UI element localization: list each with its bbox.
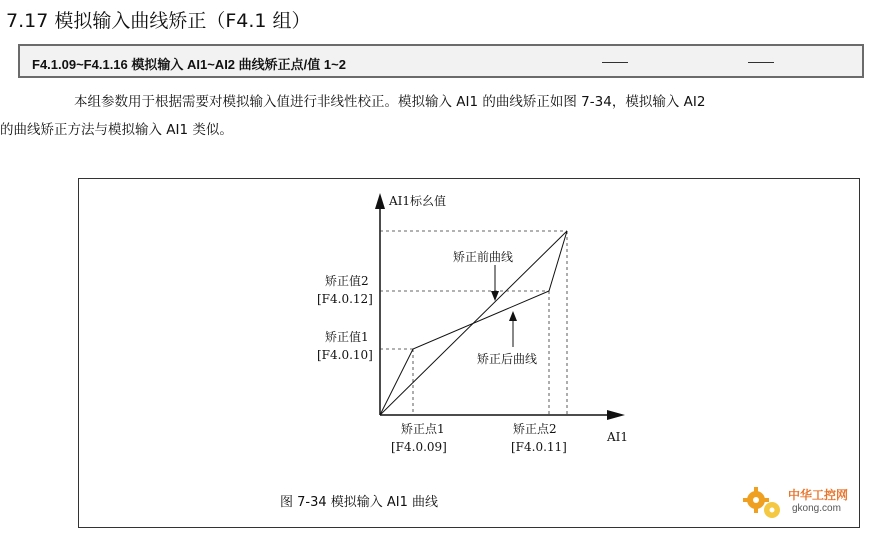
value2-param: [F4.0.12] <box>317 292 373 306</box>
parameter-default-dash: —— <box>602 54 628 69</box>
description-line-2: 的曲线矫正方法与模拟输入 AI1 类似。 <box>0 122 233 138</box>
parameter-unit-dash: —— <box>748 54 774 69</box>
value1-param: [F4.0.10] <box>317 348 373 362</box>
parameter-code-name: F4.1.09~F4.1.16 模拟输入 AI1~AI2 曲线矫正点/值 1~2 <box>32 57 346 72</box>
point2-label: 矫正点2 <box>513 422 557 436</box>
pointer-after-head <box>509 311 517 321</box>
point2-param: [F4.0.11] <box>511 440 567 454</box>
watermark-cn: 中华工控网 <box>788 488 849 502</box>
point1-param: [F4.0.09] <box>391 440 447 454</box>
gkong-watermark <box>740 484 864 524</box>
value2-label: 矫正值2 <box>325 274 369 288</box>
x-axis-label: AI1 <box>607 430 629 444</box>
section-title: 7.17 模拟输入曲线矫正（F4.1 组） <box>6 10 311 32</box>
x-axis-arrow <box>607 410 625 420</box>
point1-label: 矫正点1 <box>401 422 445 436</box>
value1-label: 矫正值1 <box>325 330 369 344</box>
description-paragraph <box>0 88 864 144</box>
description-line-1: 本组参数用于根据需要对模拟输入值进行非线性校正。模拟输入 AI1 的曲线矫正如图 7-34，模拟输入 AI2 <box>74 94 706 110</box>
figure-caption: 图 7-34 模拟输入 AI1 曲线 <box>279 495 439 510</box>
curve-after-label: 矫正后曲线 <box>477 352 538 366</box>
y-axis-arrow <box>375 193 385 209</box>
y-axis-label: AI1标幺值 <box>389 194 447 208</box>
gear-logo-icon <box>740 484 788 524</box>
watermark-en: gkong.com <box>792 503 841 514</box>
ai1-curve-diagram <box>79 179 861 529</box>
curve-before-label: 矫正前曲线 <box>453 250 514 264</box>
parameter-header-bar <box>18 44 864 78</box>
figure-7-34 <box>78 178 860 528</box>
